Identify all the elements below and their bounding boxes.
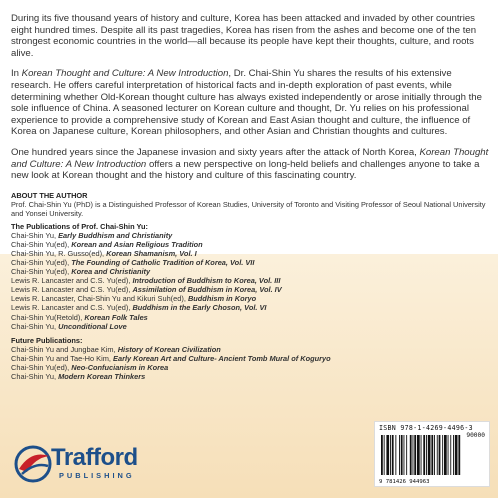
publication-author: Lewis R. Lancaster and C.S. Yu(ed), [11,285,133,295]
publication-author: Chai-Shin Yu(ed), [11,258,72,267]
closing-body: offers a new perspective on long-held beliefs and challenges anyone to take a new look at Korean thought and the history and culture of this fascinating country. [11,158,480,182]
publication-title: Neo-Confucianism in Korea [71,362,169,372]
list-item [11,285,489,294]
publication-author: Chai-Shin Yu(Retold), [11,312,85,322]
publication-title: Buddhism in the Early Choson, Vol. VI [132,303,267,313]
book-summary-paragraph [11,68,489,138]
list-item [11,276,489,285]
barcode-bar [439,435,441,475]
book-title-italic: Korean Thought and Culture: A New Introduction [21,68,229,80]
trafford-logo [13,442,163,488]
barcode-bar [455,435,458,475]
barcode-bar [453,435,454,475]
barcode-bar [399,435,400,475]
author-bio: Prof. Chai-Shin Yu (PhD) is a Distinguished Professor of Korean Studies, University of Toronto and Visiting Professor of Seoul National University and Yonsei University. [11,199,486,218]
list-item [11,249,489,258]
publications-items [11,231,489,331]
publication-author: Lewis R. Lancaster and C.S. Yu(ed), [11,303,133,313]
barcode-bar [390,435,391,475]
publication-author: Chai-Shin Yu, R. Gusso(ed), [11,248,107,258]
barcode-bar [414,435,416,475]
barcode-bar [428,435,431,475]
publication-title: Early Korean Art and Culture- Ancient Tomb Mural of Koguryo [113,353,331,363]
barcode-bar [395,435,396,475]
publication-author: Chai-Shin Yu and Jungbae Kim, [11,344,118,354]
barcode-bar [386,435,389,475]
barcode-bar [431,435,433,475]
publication-author: Chai-Shin Yu, [11,321,59,331]
barcode-bar [392,435,394,475]
barcode-bar [458,435,460,475]
barcode-bar [381,435,383,475]
publication-title: Buddhism in Koryo [187,294,257,304]
book-title-italic: Korean Thought and Culture: A New Introduction [11,146,489,170]
barcode-bar [448,435,449,475]
publication-author: Lewis R. Lancaster, Chai-Shin Yu and Kikuri Suh(ed), [11,294,188,304]
logo-sub-text: PUBLISHING [59,471,135,480]
barcode-bar [384,435,385,475]
future-publications-heading: Future Publications: [11,335,83,345]
barcode-bars [379,435,485,475]
list-item [11,372,489,381]
list-item [11,313,489,322]
list-item [11,363,489,372]
publication-author: Chai-Shin Yu(ed), [11,362,72,372]
list-item [11,267,489,276]
publication-author: Lewis R. Lancaster and C.S. Yu(ed), [11,276,133,286]
publication-author: Chai-Shin Yu, [11,230,59,240]
back-cover-text [11,13,489,381]
publication-title: History of Korean Civilization [117,344,221,354]
publication-title: Korea and Christianity [71,267,151,277]
list-item [11,354,489,363]
barcode-bar [434,435,435,475]
list-item [11,345,489,354]
publication-title: Modern Korean Thinkers [58,372,146,382]
publication-title: The Founding of Catholic Tradition of Korea, Vol. VII [71,258,255,267]
list-item [11,303,489,312]
publication-title: Early Buddhism and Christianity [58,230,173,240]
isbn-text: ISBN 978-1-4269-4496-3 [379,424,473,432]
price-code: 90000 [466,432,485,439]
about-author-heading: ABOUT THE AUTHOR [11,190,88,200]
publication-author: Chai-Shin Yu, [11,372,59,382]
publication-author: Chai-Shin Yu(ed), [11,239,72,249]
barcode-bar [426,435,427,475]
publication-title: Assimilation of Buddhism in Korea, Vol. IV [132,285,282,295]
barcode-bar [417,435,420,475]
future-publications-list [11,336,489,381]
publication-title: Korean and Asian Religious Tradition [71,239,203,249]
logo-brand-text: Trafford [51,444,138,471]
barcode-bar [423,435,425,475]
closing-prefix: One hundred years since the Japanese invasion and sixty years after the attack of North Korea, [11,146,420,158]
barcode-bar [413,435,414,475]
list-item [11,294,489,303]
publication-title: Unconditional Love [58,321,127,331]
isbn-barcode [374,421,490,487]
list-item [11,258,489,267]
closing-paragraph [11,147,489,182]
publication-title: Korean Folk Tales [84,312,148,322]
intro-paragraph: During its five thousand years of history and culture, Korea has been attacked and invaded by other countries eight hundred times. Despite all its past tragedies, Korea has risen from the ashes and become one of the ten strongest economic countries in the world—all because its people have kept their thoughts, culture, and roots alive. [11,13,477,59]
trafford-logo-icon [13,444,53,484]
publications-list [11,222,489,331]
barcode-bar [421,435,422,475]
list-item [11,231,489,240]
summary-body: , Dr. Chai-Shin Yu shares the results of his extensive research. He offers careful interpretation of historical facts and in-depth exploration of past events, while determining whether Old-Korean thought culture has always existed independently or arose initially through the sole influence of China. A seasoned lecturer on Korean culture and thought, Dr. Yu relies on his professional experience to provide a comprehensive study of Korean and East Asian thought and culture, the influence of Korea on Japanese culture, Korean philosophers, and other Asian and Christian thoughts and cultures. [11,68,482,138]
barcode-bar [442,435,443,475]
barcode-bar [401,435,403,475]
publication-author: Chai-Shin Yu and Tae-Ho Kim, [11,353,114,363]
barcode-bar [406,435,407,475]
barcode-bar [437,435,438,475]
barcode-bar [450,435,451,475]
publication-title: Introduction of Buddhism to Korea, Vol. III [132,276,281,286]
barcode-digits: 9 781426 944963 [379,479,430,485]
publications-heading: The Publications of Prof. Chai-Shin Yu: [11,221,149,231]
list-item [11,240,489,249]
barcode-bar [410,435,412,475]
publication-title: Korean Shamanism, Vol. I [106,248,197,258]
future-publications-items [11,345,489,381]
list-item [11,322,489,331]
barcode-bar [444,435,447,475]
barcode-bar [404,435,405,475]
summary-prefix: In [11,68,22,80]
publication-author: Chai-Shin Yu(ed), [11,267,72,277]
